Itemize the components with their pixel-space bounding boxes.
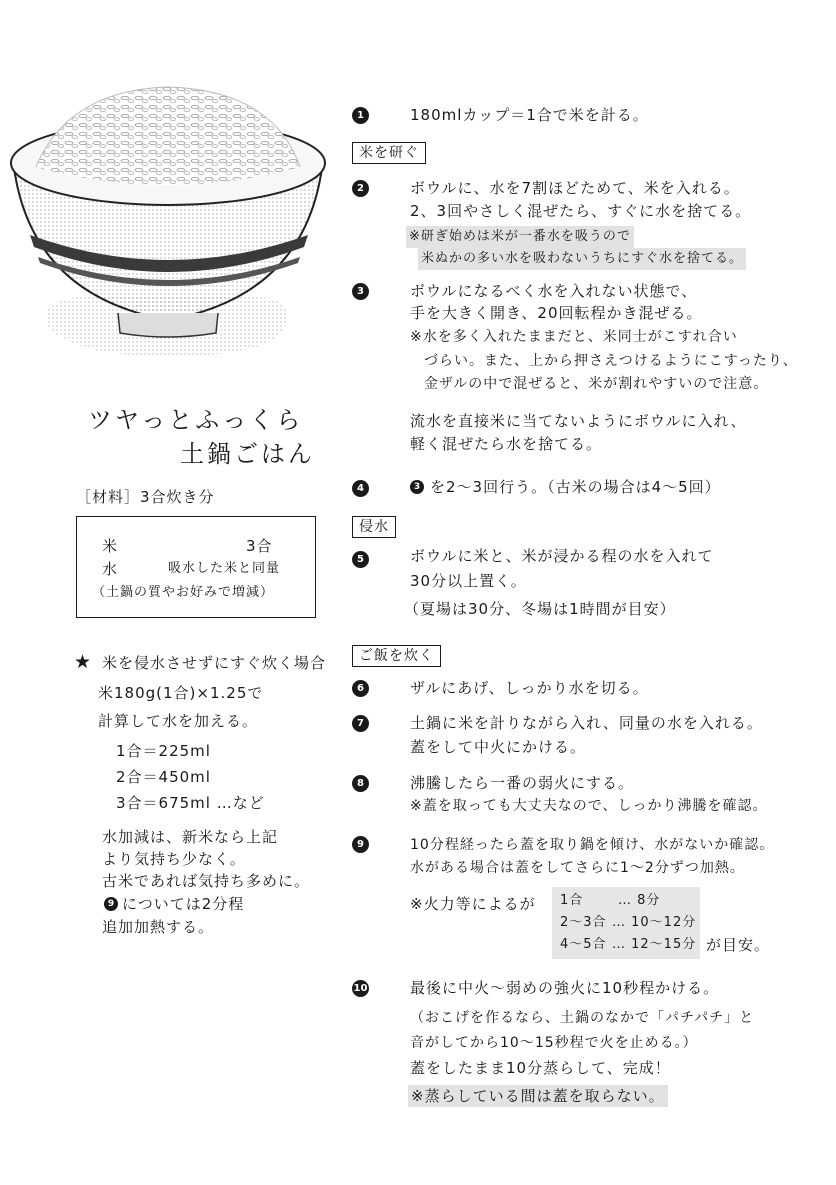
- star-icon: ★: [74, 651, 92, 673]
- step-2-badge: 2: [352, 180, 369, 197]
- tip-amount: 2合＝450ml: [116, 768, 211, 786]
- ingredients-header: ［材料］3合炊き分: [76, 488, 215, 506]
- step-3-note: づらい。また、上から押さえつけるようにこすったり、: [424, 353, 798, 369]
- step-9-guide: が目安。: [706, 936, 771, 954]
- time-amount: 1合: [560, 893, 584, 908]
- tip-line: 米180g(1合)×1.25で: [98, 684, 264, 702]
- step-3-line: 手を大きく開き、20回転程かき混ぜる。: [410, 304, 703, 322]
- step-3-note: 金ザルの中で混ぜると、米が割れやすいので注意。: [424, 376, 769, 392]
- step-9-fire-note: ※火力等によるが: [410, 895, 536, 913]
- recipe-title-line2: 土鍋ごはん: [180, 440, 315, 468]
- section-cook-rice: ご飯を炊く: [352, 645, 441, 667]
- step-9-line: 10分程経ったら蓋を取り鍋を傾け、水がないか確認。: [410, 837, 775, 853]
- tip-amount: 1合＝225ml: [116, 742, 211, 760]
- step-7-line: 土鍋に米を計りながら入れ、同量の水を入れる。: [410, 714, 763, 732]
- tip-amount: 3合＝675ml …など: [116, 794, 265, 812]
- ingredient-rice-qty: 3合: [246, 537, 273, 555]
- step-2-note: 米ぬかの多い水を吸わないうちにすぐ水を捨てる。: [418, 248, 746, 270]
- step-10-line: （おこげを作るなら、土鍋のなかで「パチパチ」と: [410, 1010, 755, 1026]
- step-10-line: 音がしてから10〜15秒程で火を止める。）: [410, 1035, 698, 1051]
- section-wash-rice: 米を研ぐ: [352, 142, 426, 164]
- step-3-badge: 3: [352, 283, 369, 300]
- step-7-line: 蓋をして中火にかける。: [410, 738, 587, 756]
- tip-line: 計算して水を加える。: [98, 712, 259, 730]
- step-9-line: 水がある場合は蓋をしてさらに1〜2分ずつ加熱。: [410, 860, 745, 876]
- step-1-text: 180mlカップ＝1合で米を計る。: [410, 106, 649, 124]
- ingredient-water-qty: 吸水した米と同量: [168, 561, 281, 576]
- ingredient-water-label: 水: [102, 560, 119, 578]
- time-amount: 4〜5合: [560, 937, 607, 952]
- tip-ref-text2: 追加加熱する。: [102, 918, 215, 936]
- step-8-badge: 8: [352, 775, 369, 792]
- step-5-badge: 5: [352, 551, 369, 568]
- recipe-title-line1: ツヤっとふっくら: [88, 406, 304, 434]
- step-3-after: 流水を直接米に当てないようにボウルに入れ、: [410, 412, 747, 430]
- step-9-badge: 9: [352, 836, 369, 853]
- tip-step-ref-badge: 9: [104, 897, 118, 911]
- step-2-note: ※研ぎ始めは米が一番水を吸うので: [406, 226, 634, 248]
- time-value: … 10〜12分: [612, 915, 697, 930]
- rice-bowl-illustration: [8, 85, 338, 375]
- tip-extra: 古米であれば気持ち多めに。: [102, 872, 311, 890]
- step-8-text: 沸騰したら一番の弱火にする。: [410, 774, 635, 792]
- step-5-note: （夏場は30分、冬場は1時間が目安）: [404, 600, 676, 618]
- ingredient-rice-label: 米: [102, 537, 119, 555]
- step-4-text: を2〜3回行う。（古米の場合は4〜5回）: [430, 478, 721, 496]
- tip-extra: より気持ち少なく。: [102, 850, 246, 868]
- step-2-line: 2、3回やさしく混ぜたら、すぐに水を捨てる。: [410, 202, 752, 220]
- step-10-note: ※蒸らしている間は蓋を取らない。: [408, 1085, 668, 1107]
- tip-ref-text: については2分程: [122, 895, 245, 913]
- step-5-line: 30分以上置く。: [410, 572, 527, 590]
- time-value: … 8分: [618, 893, 661, 908]
- tip-line: 米を侵水させずにすぐ炊く場合: [102, 654, 327, 672]
- ingredient-note: （土鍋の質やお好みで増減）: [92, 585, 275, 600]
- step-3-note: ※水を多く入れたままだと、米同士がこすれ合い: [410, 329, 738, 345]
- step-2-line: ボウルに、水を7割ほどためて、米を入れる。: [410, 179, 740, 197]
- time-amount: 2〜3合: [560, 915, 607, 930]
- step-6-badge: 6: [352, 680, 369, 697]
- step-8-note: ※蓋を取っても大丈夫なので、しっかり沸騰を確認。: [410, 798, 768, 814]
- step-7-badge: 7: [352, 715, 369, 732]
- time-value: … 12〜15分: [612, 937, 697, 952]
- section-soak: 侵水: [352, 516, 396, 538]
- step-6-text: ザルにあげ、しっかり水を切る。: [410, 679, 649, 697]
- step-5-line: ボウルに米と、米が浸かる程の水を入れて: [410, 547, 714, 565]
- tip-extra: 水加減は、新米なら上記: [102, 828, 279, 846]
- step-10-line: 蓋をしたまま10分蒸らして、完成！: [410, 1059, 671, 1077]
- step-4-badge: 4: [352, 480, 369, 497]
- step-4-ref-badge: 3: [410, 480, 424, 494]
- step-10-badge: 10: [352, 980, 369, 997]
- step-1-badge: 1: [352, 107, 369, 124]
- step-3-after: 軽く混ぜたら水を捨てる。: [410, 435, 603, 453]
- step-10-line: 最後に中火〜弱めの強火に10秒程かける。: [410, 979, 720, 997]
- step-3-line: ボウルになるべく水を入れない状態で、: [410, 282, 698, 300]
